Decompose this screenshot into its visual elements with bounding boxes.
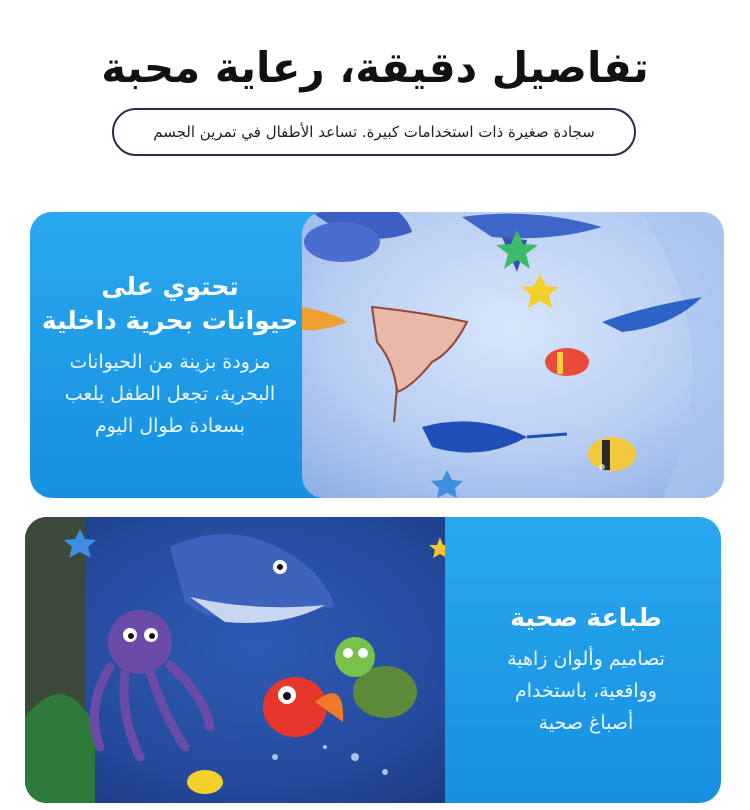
feature1-body-line3: بسعادة طوال اليوم — [94, 415, 246, 437]
dolphin-octopus-mat-photo — [25, 517, 445, 803]
sea-animals-mat-photo — [302, 212, 724, 498]
subtitle-pill — [112, 108, 636, 156]
feature1-body-line1: مزودة بزينة من الحيوانات — [69, 351, 271, 373]
feature2-heading: طباعة صحية — [510, 603, 662, 632]
subtitle-text: سجادة صغيرة ذات استخدامات كبيرة. تساعد الأطفال في تمرين الجسم — [153, 123, 595, 141]
feature1-body-line2: البحرية، تجعل الطفل يلعب — [64, 383, 276, 405]
feature1-heading-line1: تحتوي على — [101, 272, 239, 301]
feature2-text — [451, 601, 721, 739]
feature2-body-line2: وواقعية، باستخدام — [515, 680, 657, 702]
feature-card-healthy-print — [25, 517, 721, 803]
feature1-text — [30, 270, 310, 442]
page-title: تفاصيل دقيقة، رعاية محبة — [101, 43, 649, 92]
feature2-body-line1: تصاميم وألوان زاهية — [507, 648, 665, 670]
feature2-body-line3: أصباغ صحية — [538, 712, 634, 734]
feature1-heading-line2: حيوانات بحرية داخلية — [41, 306, 299, 335]
feature-card-sea-animals — [30, 212, 724, 498]
